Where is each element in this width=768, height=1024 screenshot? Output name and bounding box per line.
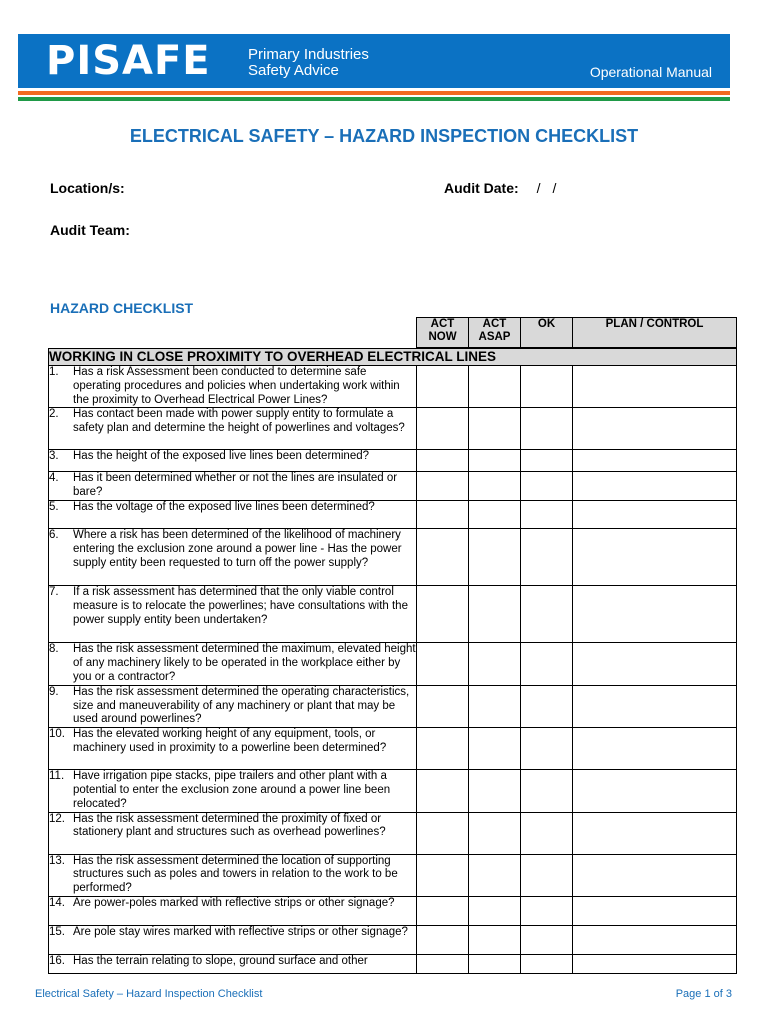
plan-control-cell[interactable] [573,450,737,472]
question-text: Has the risk assessment determined the location of supporting structures such as poles and towers in relation to the work to be performed? [73,854,398,895]
act-now-cell[interactable] [417,685,469,727]
plan-control-cell[interactable] [573,586,737,643]
question-number: 1. [49,366,59,378]
plan-control-cell[interactable] [573,728,737,770]
question-cell [49,643,417,685]
question-number: 12. [49,812,65,825]
act-now-cell[interactable] [417,472,469,501]
question-number: 11. [49,770,65,783]
checklist-row [49,770,737,812]
question-text: Are pole stay wires marked with reflective strips or other signage? [73,925,408,938]
header-banner [18,34,730,88]
act-now-cell[interactable] [417,854,469,896]
question-number: 7. [49,586,59,599]
audit-date-field [444,180,560,196]
footer-title: Electrical Safety – Hazard Inspection Checklist [35,988,263,1000]
ok-cell[interactable] [521,529,573,586]
act-asap-cell[interactable] [469,728,521,770]
plan-control-cell[interactable] [573,685,737,727]
section-row [49,349,737,366]
footer-page-number: Page 1 of 3 [675,988,732,1000]
act-asap-cell[interactable] [469,643,521,685]
question-text: If a risk assessment has determined that the only viable control measure is to relocate the powerlines; have consultations with the power supply entity been undertaken? [73,586,408,626]
act-now-cell[interactable] [417,450,469,472]
act-asap-cell[interactable] [469,854,521,896]
act-now-cell[interactable] [417,586,469,643]
plan-control-cell[interactable] [573,925,737,954]
question-number: 9. [49,685,59,698]
checklist-row [49,501,737,529]
ok-cell[interactable] [521,770,573,812]
question-text: Have irrigation pipe stacks, pipe trailers and other plant with a potential to enter the exclusion zone around a power line been relocated? [73,770,391,810]
orange-stripe [18,91,730,95]
act-now-cell[interactable] [417,812,469,854]
plan-control-cell[interactable] [573,854,737,896]
act-now-cell[interactable] [417,896,469,925]
location-label: Location/s: [50,180,125,196]
ok-cell[interactable] [521,954,573,973]
act-now-cell[interactable] [417,954,469,973]
ok-cell[interactable] [521,812,573,854]
act-now-cell[interactable] [417,529,469,586]
checklist-row [49,472,737,501]
ok-cell[interactable] [521,366,573,408]
question-cell [49,896,417,925]
col-act-now: ACT NOW [417,318,469,348]
question-cell [49,954,417,973]
checklist-row [49,728,737,770]
document-title: ELECTRICAL SAFETY – HAZARD INSPECTION CHECKLIST [129,126,639,146]
act-asap-cell[interactable] [469,586,521,643]
audit-date-value: / / [536,180,561,196]
checklist-row [49,586,737,643]
plan-control-cell[interactable] [573,472,737,501]
checklist-row [49,408,737,450]
question-cell [49,812,417,854]
column-header-table [416,317,737,348]
question-text: Are power-poles marked with reflective strips or other signage? [73,896,395,909]
question-number: 2. [49,408,59,421]
checklist-row [49,685,737,727]
checklist-row [49,925,737,954]
question-text: Has the risk assessment determined the maximum, elevated height of any machinery likely to be operated in the workplace either by you or a contractor? [73,643,416,683]
question-number: 8. [49,643,59,656]
manual-label: Operational Manual [589,64,712,80]
col-act-asap: ACT ASAP [469,318,521,348]
logo-subtitle-line2: Safety Advice [248,62,339,79]
question-cell [49,472,417,501]
checklist-row [49,812,737,854]
act-asap-cell[interactable] [469,450,521,472]
ok-cell[interactable] [521,408,573,450]
ok-cell[interactable] [521,925,573,954]
act-now-cell[interactable] [417,728,469,770]
plan-control-cell[interactable] [573,501,737,529]
question-text: Has contact been made with power supply entity to formulate a safety plan and determine the height of powerlines and voltages? [73,408,405,435]
section-title: WORKING IN CLOSE PROXIMITY TO OVERHEAD ELECTRICAL LINES [49,349,737,366]
question-number: 5. [49,501,59,514]
question-number: 6. [49,529,59,542]
question-number: 4. [49,472,59,485]
question-cell [49,501,417,529]
audit-team-label: Audit Team: [50,222,130,238]
act-now-cell[interactable] [417,925,469,954]
question-cell [49,685,417,727]
ok-cell[interactable] [521,450,573,472]
plan-control-cell[interactable] [573,954,737,973]
plan-control-cell[interactable] [573,366,737,408]
plan-control-cell[interactable] [573,643,737,685]
question-text: Has the risk assessment determined the operating characteristics, size and maneuverability of any machinery or plant that may be used around powerlines? [73,685,410,726]
pisafe-logo: PISAFE [46,38,211,84]
question-number: 3. [49,450,59,463]
checklist-row [49,366,737,408]
question-text: Has the voltage of the exposed live lines been determined? [73,501,375,514]
question-text: Where a risk has been determined of the likelihood of machinery entering the exclusion zone around a power line - Has the power supply entity been requested to turn off the power supply? [73,529,402,569]
question-cell [49,586,417,643]
act-asap-cell[interactable] [469,501,521,529]
green-stripe [18,97,730,101]
question-text: Has the elevated working height of any equipment, tools, or machinery used in proximity to a powerline been determined? [73,728,387,754]
question-cell [49,366,417,408]
act-now-cell[interactable] [417,643,469,685]
act-now-cell[interactable] [417,408,469,450]
col-plan-control: PLAN / CONTROL [573,318,737,348]
ok-cell[interactable] [521,501,573,529]
checklist-row [49,529,737,586]
checklist-row [49,643,737,685]
ok-cell[interactable] [521,586,573,643]
plan-control-cell[interactable] [573,812,737,854]
question-cell [49,450,417,472]
question-number: 14. [49,896,65,909]
act-asap-cell[interactable] [469,896,521,925]
checklist-row [49,854,737,896]
question-text: Has the height of the exposed live lines been determined? [73,450,370,463]
question-cell [49,408,417,450]
question-cell [49,925,417,954]
plan-control-cell[interactable] [573,408,737,450]
act-now-cell[interactable] [417,501,469,529]
ok-cell[interactable] [521,896,573,925]
question-cell [49,728,417,770]
question-cell [49,854,417,896]
question-cell [49,529,417,586]
ok-cell[interactable] [521,728,573,770]
act-asap-cell[interactable] [469,812,521,854]
col-ok: OK [521,318,573,348]
ok-cell[interactable] [521,472,573,501]
logo-subtitle-line1: Primary Industries [248,46,369,63]
question-number: 16. [49,954,65,967]
act-asap-cell[interactable] [469,408,521,450]
question-text: Has it been determined whether or not the lines are insulated or bare? [73,472,398,499]
question-text: Has the risk assessment determined the proximity of fixed or stationery plant and structures such as overhead powerlines? [73,812,386,839]
act-asap-cell[interactable] [469,366,521,408]
question-cell [49,770,417,812]
act-now-cell[interactable] [417,366,469,408]
logo-subtitle [248,47,369,79]
question-number: 10. [49,728,65,741]
question-text: Has a risk Assessment been conducted to determine safe operating procedures and policies when undertaking work within the proximity to Overhead Electrical Power Lines? [73,366,400,406]
plan-control-cell[interactable] [573,529,737,586]
plan-control-cell[interactable] [573,896,737,925]
act-asap-cell[interactable] [469,925,521,954]
act-asap-cell[interactable] [469,770,521,812]
checklist-row [49,450,737,472]
checklist-row [49,896,737,925]
act-asap-cell[interactable] [469,954,521,973]
ok-cell[interactable] [521,685,573,727]
act-asap-cell[interactable] [469,472,521,501]
act-now-cell[interactable] [417,770,469,812]
question-number: 13. [49,854,65,867]
checklist-table [48,348,737,974]
plan-control-cell[interactable] [573,770,737,812]
act-asap-cell[interactable] [469,529,521,586]
question-number: 15. [49,925,65,938]
hazard-checklist-heading: HAZARD CHECKLIST [50,300,194,316]
checklist-row [49,954,737,973]
question-text: Has the terrain relating to slope, ground surface and other [73,954,368,967]
ok-cell[interactable] [521,643,573,685]
ok-cell[interactable] [521,854,573,896]
act-asap-cell[interactable] [469,685,521,727]
audit-date-label: Audit Date: [444,180,519,196]
